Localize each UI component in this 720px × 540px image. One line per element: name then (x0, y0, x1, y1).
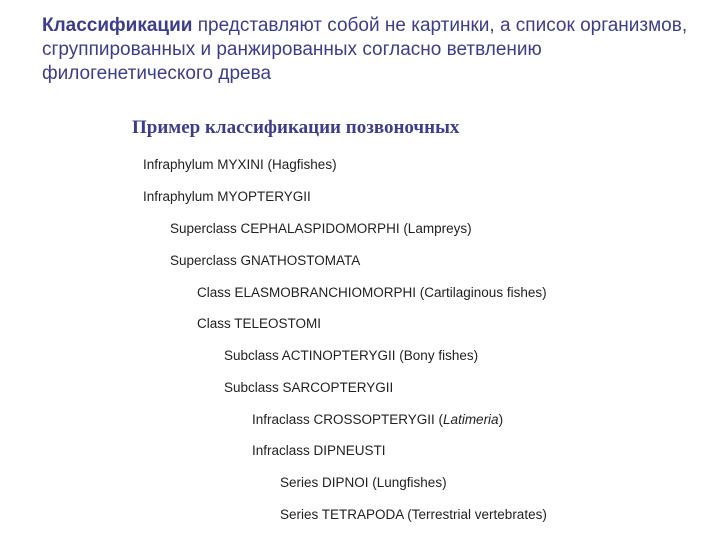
taxon-crossopterygii-suffix: ) (498, 412, 504, 427)
taxon-dipnoi: Series DIPNOI (Lungfishes) (280, 475, 447, 490)
taxon-elasmobranchiomorphi: Class ELASMOBRANCHIOMORPHI (Cartilaginous fishes) (197, 285, 547, 300)
taxon-crossopterygii-prefix: Infraclass CROSSOPTERYGII ( (252, 412, 444, 427)
taxon-gnathostomata: Superclass GNATHOSTOMATA (170, 253, 361, 268)
taxon-myopterygii: Infraphylum MYOPTERYGII (143, 189, 311, 204)
taxon-crossopterygii-genus: Latimeria (443, 412, 499, 427)
classification-heading: Пример классификации позвоночных (132, 117, 460, 138)
taxon-tetrapoda: Series TETRAPODA (Terrestrial vertebrates) (280, 507, 547, 522)
taxon-crossopterygii (252, 412, 503, 427)
taxon-actinopterygii: Subclass ACTINOPTERYGII (Bony fishes) (224, 348, 479, 363)
taxon-teleostomi: Class TELEOSTOMI (197, 316, 322, 331)
taxon-myxini: Infraphylum MYXINI (Hagfishes) (143, 157, 337, 172)
taxon-cephalaspidomorphi: Superclass CEPHALASPIDOMORPHI (Lampreys) (170, 221, 472, 236)
taxon-sarcopterygii: Subclass SARCOPTERYGII (224, 380, 394, 395)
intro-lead: Классификации (42, 15, 193, 36)
intro-paragraph (42, 14, 712, 86)
taxon-dipneusti: Infraclass DIPNEUSTI (252, 443, 386, 458)
intro-rest: представляют собой не картинки, а список организмов, сгруппированных и ранжированных согласно ветвлению филогенетического древа (42, 15, 688, 84)
